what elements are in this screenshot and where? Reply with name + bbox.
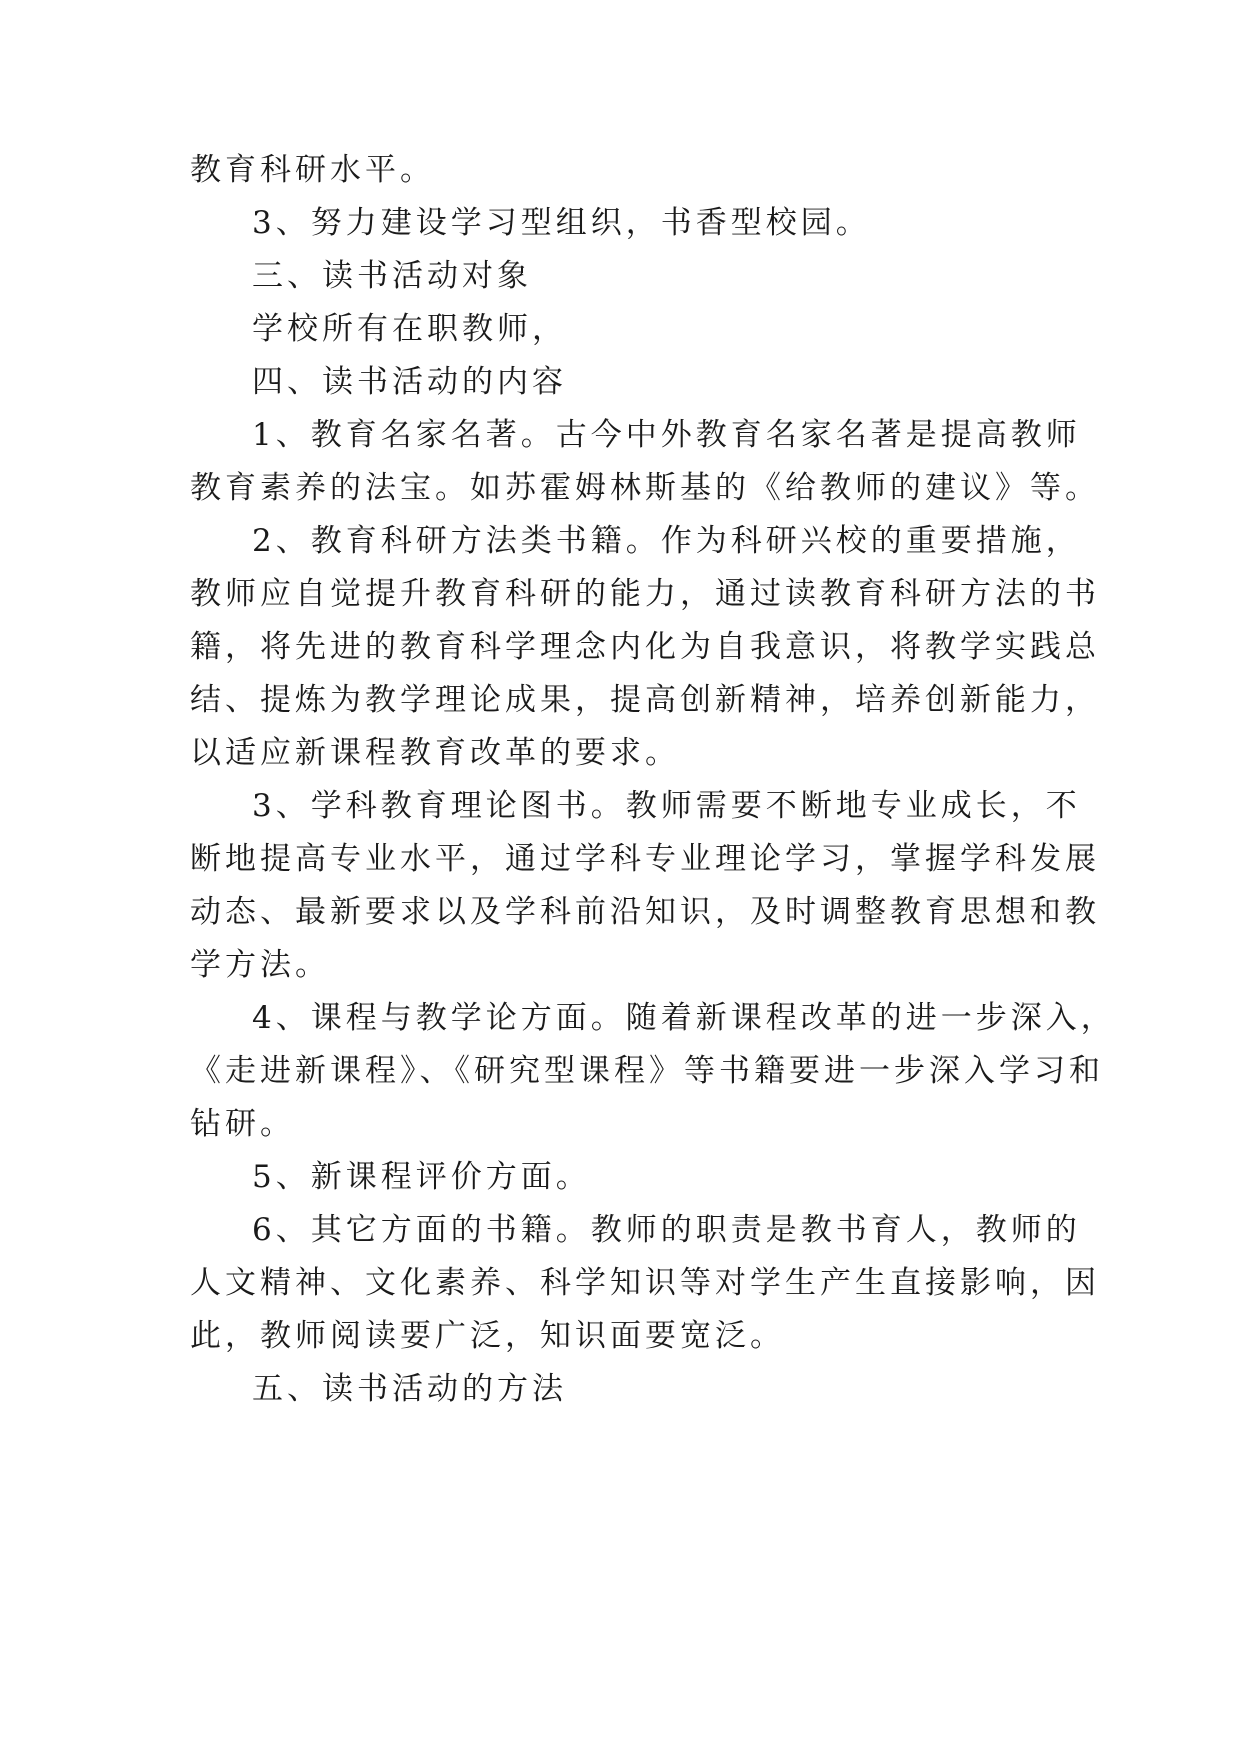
text-line: 断地提高专业水平，通过学科专业理论学习，掌握学科发展 <box>190 841 1100 877</box>
text-line: 3、努力建设学习型组织，书香型校园。 <box>252 205 871 241</box>
text-line: 6、其它方面的书籍。教师的职责是教书育人，教师的 <box>252 1212 1081 1248</box>
text-line: 学方法。 <box>190 947 330 983</box>
text-line: 3、学科教育理论图书。教师需要不断地专业成长，不 <box>252 788 1081 824</box>
text-line: 以适应新课程教育改革的要求。 <box>190 735 680 771</box>
text-line: 此，教师阅读要广泛，知识面要宽泛。 <box>190 1318 785 1354</box>
text-line: 教育科研水平。 <box>190 152 435 188</box>
text-line: 5、新课程评价方面。 <box>252 1159 591 1195</box>
text-line: 1、教育名家名著。古今中外教育名家名著是提高教师 <box>252 417 1081 453</box>
section-heading: 四、读书活动的内容 <box>252 364 567 400</box>
text-line: 《走进新课程》、《研究型课程》等书籍要进一步深入学习和 <box>190 1053 1104 1089</box>
section-heading: 三、读书活动对象 <box>252 258 532 294</box>
section-heading: 五、读书活动的方法 <box>252 1371 567 1407</box>
text-line: 动态、最新要求以及学科前沿知识，及时调整教育思想和教 <box>190 894 1100 930</box>
text-line: 人文精神、文化素养、科学知识等对学生产生直接影响，因 <box>190 1265 1100 1301</box>
text-line: 结、提炼为教学理论成果，提高创新精神，培养创新能力， <box>190 682 1100 718</box>
text-line: 籍，将先进的教育科学理念内化为自我意识，将教学实践总 <box>190 629 1100 665</box>
text-line: 教师应自觉提升教育科研的能力，通过读教育科研方法的书 <box>190 576 1100 612</box>
text-line: 教育素养的法宝。如苏霍姆林斯基的《给教师的建议》等。 <box>190 470 1100 506</box>
text-line: 钻研。 <box>190 1106 295 1142</box>
text-line: 学校所有在职教师， <box>252 311 567 347</box>
text-line: 4、课程与教学论方面。随着新课程改革的进一步深入， <box>252 1000 1116 1036</box>
text-line: 2、教育科研方法类书籍。作为科研兴校的重要措施， <box>252 523 1081 559</box>
